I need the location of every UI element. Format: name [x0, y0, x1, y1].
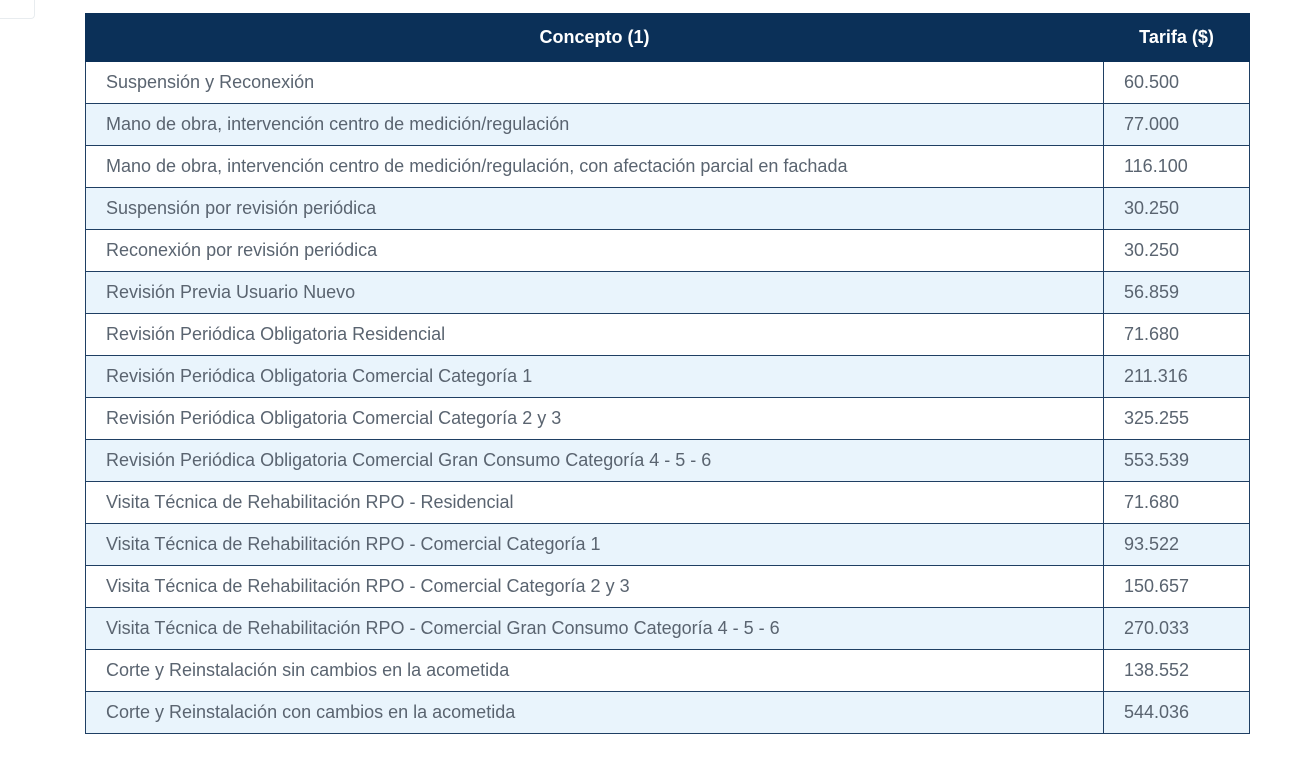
table-row	[86, 692, 1250, 734]
tarifa-cell: 71.680	[1104, 482, 1250, 524]
tarifa-cell: 71.680	[1104, 314, 1250, 356]
table-row	[86, 104, 1250, 146]
concepto-cell: Revisión Periódica Obligatoria Residencial	[86, 314, 1104, 356]
concepto-cell: Revisión Periódica Obligatoria Comercial Categoría 1	[86, 356, 1104, 398]
tarifa-cell: 544.036	[1104, 692, 1250, 734]
concepto-cell: Revisión Previa Usuario Nuevo	[86, 272, 1104, 314]
table-row	[86, 650, 1250, 692]
table-row	[86, 314, 1250, 356]
tarifa-cell: 138.552	[1104, 650, 1250, 692]
table-row	[86, 62, 1250, 104]
column-header-concepto: Concepto (1)	[86, 14, 1104, 62]
concepto-cell: Mano de obra, intervención centro de medición/regulación	[86, 104, 1104, 146]
tarifa-cell: 93.522	[1104, 524, 1250, 566]
concepto-cell: Revisión Periódica Obligatoria Comercial Gran Consumo Categoría 4 - 5 - 6	[86, 440, 1104, 482]
tarifa-cell: 270.033	[1104, 608, 1250, 650]
concepto-cell: Visita Técnica de Rehabilitación RPO - Comercial Categoría 1	[86, 524, 1104, 566]
concepto-cell: Corte y Reinstalación con cambios en la acometida	[86, 692, 1104, 734]
concepto-cell: Visita Técnica de Rehabilitación RPO - Comercial Categoría 2 y 3	[86, 566, 1104, 608]
tarifa-cell: 30.250	[1104, 188, 1250, 230]
tarifa-cell: 325.255	[1104, 398, 1250, 440]
tarifa-cell: 116.100	[1104, 146, 1250, 188]
table-row	[86, 482, 1250, 524]
tarifa-cell: 60.500	[1104, 62, 1250, 104]
table-row	[86, 524, 1250, 566]
concepto-cell: Mano de obra, intervención centro de medición/regulación, con afectación parcial en fachada	[86, 146, 1104, 188]
table-row	[86, 230, 1250, 272]
table-row	[86, 146, 1250, 188]
tarifa-cell: 30.250	[1104, 230, 1250, 272]
corner-fragment	[0, 0, 35, 19]
table-row	[86, 608, 1250, 650]
table-row	[86, 398, 1250, 440]
tarifa-cell: 211.316	[1104, 356, 1250, 398]
tarifa-cell: 77.000	[1104, 104, 1250, 146]
concepto-cell: Revisión Periódica Obligatoria Comercial Categoría 2 y 3	[86, 398, 1104, 440]
tarifa-cell: 150.657	[1104, 566, 1250, 608]
table-body	[86, 62, 1250, 734]
concepto-cell: Suspensión por revisión periódica	[86, 188, 1104, 230]
table-row	[86, 566, 1250, 608]
tarifa-cell: 56.859	[1104, 272, 1250, 314]
tariff-table	[85, 13, 1250, 734]
concepto-cell: Visita Técnica de Rehabilitación RPO - Residencial	[86, 482, 1104, 524]
concepto-cell: Suspensión y Reconexión	[86, 62, 1104, 104]
header-row	[86, 14, 1250, 62]
tarifa-cell: 553.539	[1104, 440, 1250, 482]
column-header-tarifa: Tarifa ($)	[1104, 14, 1250, 62]
concepto-cell: Reconexión por revisión periódica	[86, 230, 1104, 272]
table-row	[86, 272, 1250, 314]
table-row	[86, 188, 1250, 230]
table-header	[86, 14, 1250, 62]
table-row	[86, 356, 1250, 398]
table-row	[86, 440, 1250, 482]
concepto-cell: Corte y Reinstalación sin cambios en la acometida	[86, 650, 1104, 692]
concepto-cell: Visita Técnica de Rehabilitación RPO - Comercial Gran Consumo Categoría 4 - 5 - 6	[86, 608, 1104, 650]
